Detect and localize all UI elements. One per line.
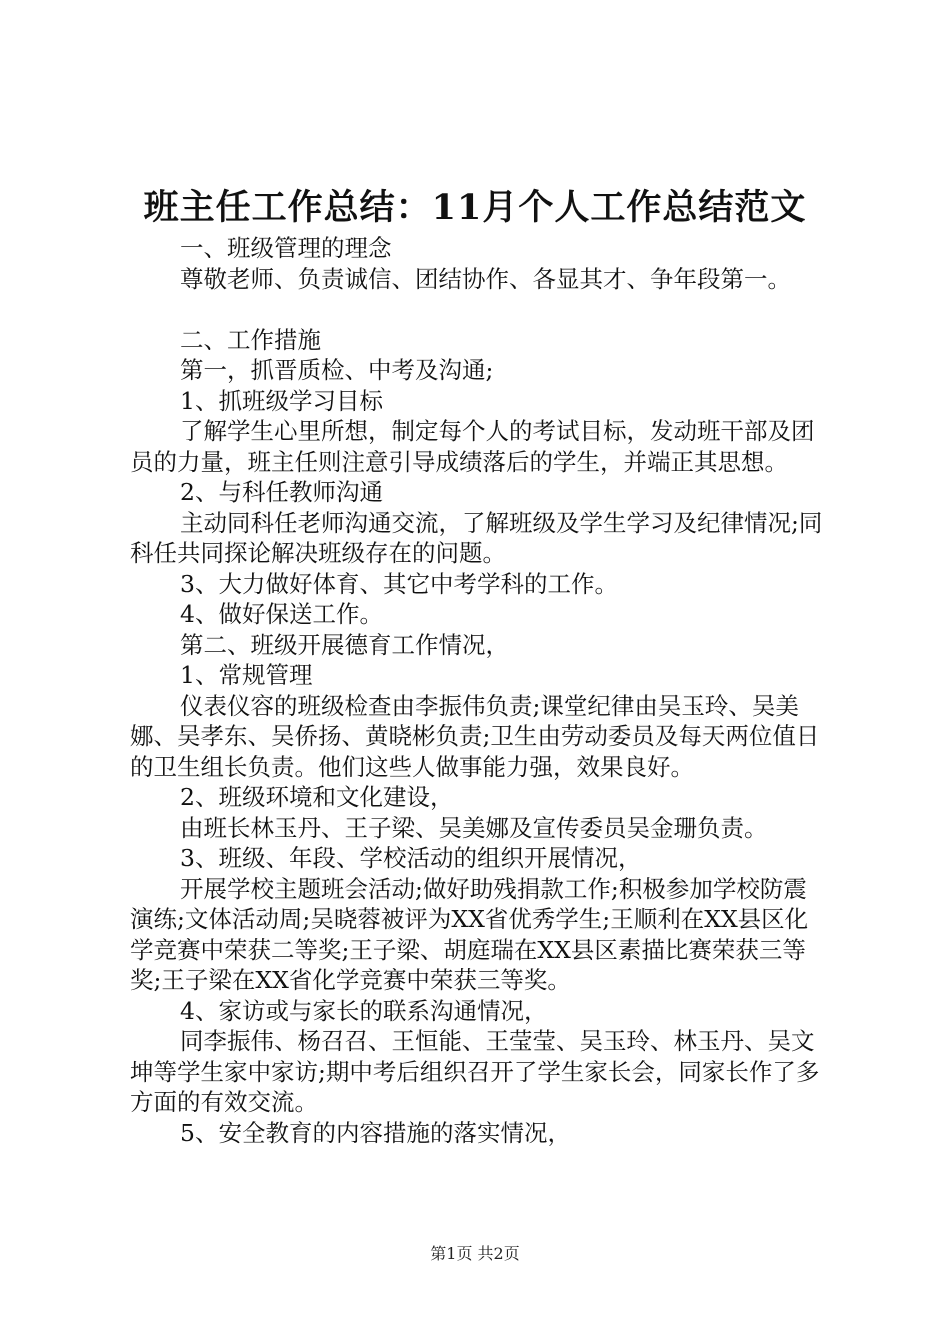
paragraph: 同李振伟、杨召召、王恒能、王莹莹、吴玉玲、林玉丹、吴文坤等学生家中家访;期中考后组织召开了学生家长会，同家长作了多方面的有效交流。 [130, 1027, 820, 1116]
item-heading: 1、抓班级学习目标 [180, 386, 383, 415]
subsection-heading: 第二、班级开展德育工作情况， [180, 630, 509, 659]
paragraph: 仪表仪容的班级检查由李振伟负责;课堂纪律由吴玉玲、吴美娜、吴孝东、吴侨扬、黄晓彬负责;卫生由劳动委员及每天两位值日的卫生组长负责。他们这些人做事能力强，效果良好。 [130, 691, 820, 781]
item-heading: 2、与科任教师沟通 [180, 478, 383, 506]
document-title: 班主任工作总结：11月个人工作总结范文 [143, 187, 807, 228]
item-heading: 4、家访或与家长的联系沟通情况， [180, 996, 548, 1025]
item-heading: 2、班级环境和文化建设， [180, 783, 454, 811]
item-heading: 1、常规管理 [180, 661, 313, 689]
item-heading: 3、班级、年段、学校活动的组织开展情况， [180, 844, 642, 872]
paragraph: 主动同科任老师沟通交流，了解班级及学生学习及纪律情况;同科任共同探论解决班级存在的问题。 [130, 508, 823, 567]
paragraph: 尊敬老师、负责诚信、团结协作、各显其才、争年段第一。 [180, 264, 791, 293]
item-heading: 3、大力做好体育、其它中考学科的工作。 [180, 569, 618, 598]
document-body [130, 233, 830, 1148]
subsection-heading: 第一，抓晋质检、中考及沟通; [180, 356, 494, 384]
item-heading: 5、安全教育的内容措施的落实情况， [180, 1118, 571, 1147]
section-heading: 一、班级管理的理念 [180, 234, 392, 262]
blank-line [130, 294, 830, 325]
paragraph: 开展学校主题班会活动;做好助残捐款工作;积极参加学校防震演练;文体活动周;吴晓蓉被评为XX省优秀学生;王顺利在XX县区化学竞赛中荣获二等奖;王子梁、胡庭瑞在XX县区素描比赛荣获三等奖;王子梁在XX省化学竞赛中荣获三等奖。 [130, 874, 809, 994]
section-heading: 二、工作措施 [180, 325, 321, 354]
page-footer: 第1页 共2页 [430, 1244, 520, 1263]
item-heading: 4、做好保送工作。 [180, 600, 383, 628]
paragraph: 由班长林玉丹、王子梁、吴美娜及宣传委员吴金珊负责。 [180, 813, 768, 842]
paragraph: 了解学生心里所想，制定每个人的考试目标，发动班干部及团员的力量，班主任则注意引导成绩落后的学生，并端正其思想。 [130, 417, 815, 476]
